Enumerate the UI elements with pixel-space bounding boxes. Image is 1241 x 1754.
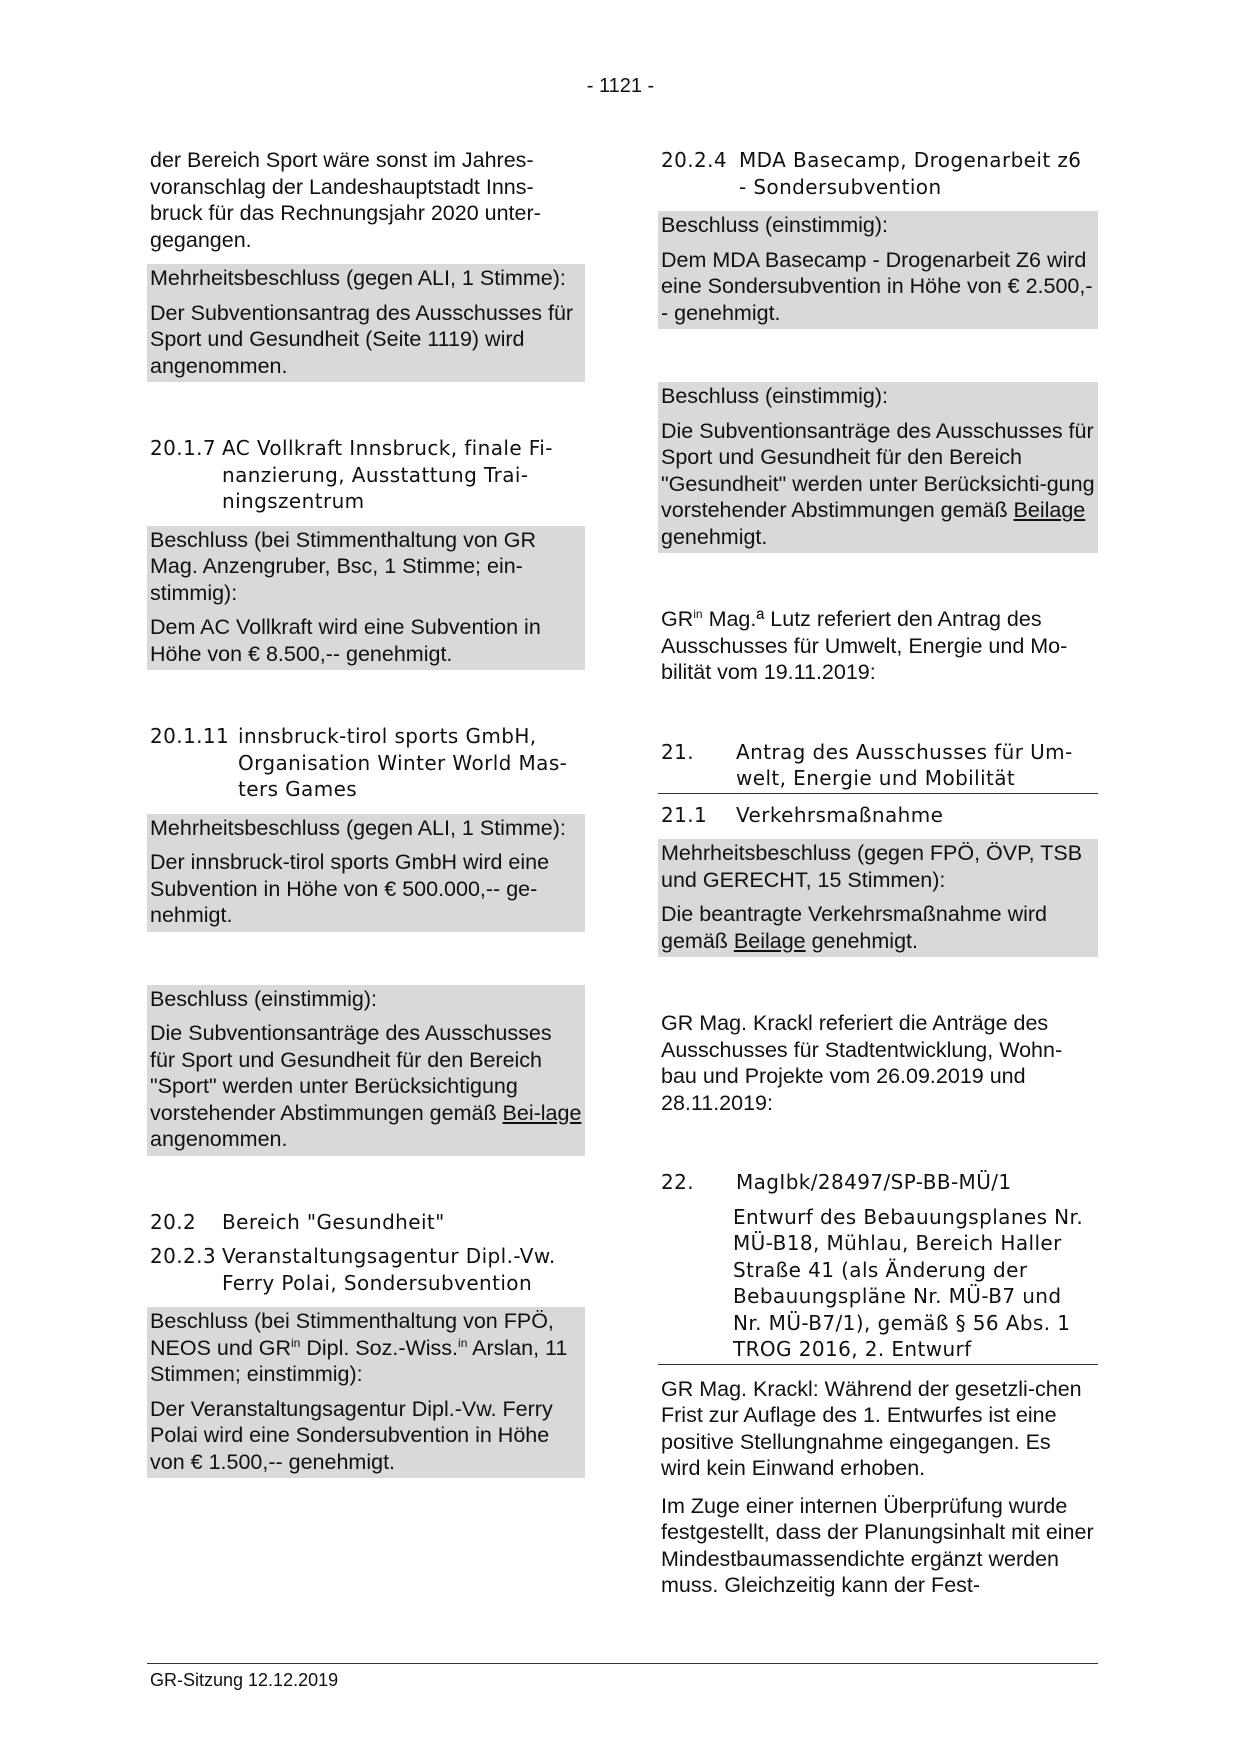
resolution-title-part: Arslan, 11 Stimmen; einstimmig): (150, 1335, 568, 1386)
resolution-box-ac-vollkraft (147, 526, 585, 671)
resolution-text: Der Veranstaltungsagentur Dipl.-Vw. Ferry Polai wird eine Sondersubvention in Höhe von € 1.500,-- genehmigt. (150, 1396, 553, 1474)
resolution-text (661, 418, 1095, 551)
section-heading-22 (658, 1169, 1098, 1196)
resolution-text-part: genehmigt. (661, 524, 768, 549)
section-title: AC Vollkraft Innsbruck, finale Fi-nanzierung, Ausstattung Trai-ningszentrum (222, 436, 553, 513)
section-heading-21-1 (658, 802, 1098, 829)
intro-paragraph: der Bereich Sport wäre sonst im Jahres-voranschlag der Landeshauptstadt Inns-bruck für das Rechnungsjahr 2020 unter-gegangen. (150, 148, 541, 252)
section-heading-20-1-11 (147, 723, 585, 803)
statement-paragraph: GR Mag. Krackl: Während der gesetzli-chen Frist zur Auflage des 1. Entwurfes ist eine positive Stellungnahme eingegangen. Es wird kein Einwand erhoben. (661, 1376, 1082, 1480)
resolution-text (661, 901, 1095, 954)
section-number: 21. (661, 739, 695, 764)
resolution-text: Der innsbruck-tirol sports GmbH wird eine Subvention in Höhe von € 500.000,-- ge-nehmigt. (150, 850, 550, 927)
resolution-text: Dem AC Vollkraft wird eine Subvention in Höhe von € 8.500,-- genehmigt. (150, 615, 541, 666)
resolution-text-part: Die Subventionsanträge des Ausschusses für Sport und Gesundheit für den Bereich "Sport" werden unter Berücksichtigung vorstehender Abstimmungen gemäß (150, 1021, 552, 1125)
beilage-link[interactable]: Bei-lage (502, 1100, 582, 1125)
resolution-title-part: Dipl. Soz.-Wiss. (300, 1335, 459, 1360)
section-number: 22. (661, 1170, 695, 1194)
resolution-title (150, 1308, 582, 1388)
resolution-text: Der Subventionsantrag des Ausschusses für Sport und Gesundheit (Seite 1119) wird angenommen. (150, 300, 574, 378)
resolution-text-part: angenommen. (150, 1127, 288, 1151)
resolution-text-part: Die beantragte Verkehrsmaßnahme wird gemäß (661, 902, 1047, 953)
resolution-box-mda-basecamp (658, 211, 1098, 329)
page-number: - 1121 - (586, 75, 655, 97)
section-heading-20-2-3 (147, 1243, 585, 1296)
superscript: in (291, 1335, 301, 1350)
section-heading-20-1-7 (147, 435, 585, 515)
section-number: 20.2 (150, 1209, 197, 1234)
resolution-title: Beschluss (einstimmig): (661, 213, 888, 237)
section-title: Verkehrsmaßnahme (736, 802, 944, 827)
section-subtitle-22: Entwurf des Bebauungsplanes Nr. MÜ-B18, Mühlau, Bereich Haller Straße 41 (als Änderung der Bebauungspläne Nr. MÜ-B7 und Nr. MÜ-B7/1), gemäß § 56 Abs. 1 TROG 2016, 2. Entwurf (658, 1204, 1098, 1365)
referral-text-part: GR (661, 607, 694, 631)
right-column (658, 147, 1098, 1599)
resolution-box-sport-general (147, 264, 585, 382)
resolution-box-sport-overall (147, 985, 585, 1156)
resolution-text: Dem MDA Basecamp - Drogenarbeit Z6 wird eine Sondersubvention in Höhe von € 2.500,-- genehmigt. (661, 247, 1093, 325)
section-title: Antrag des Ausschusses für Um-welt, Energie und Mobilität (736, 739, 1073, 790)
resolution-title: Beschluss (einstimmig): (150, 986, 377, 1011)
resolution-title: Beschluss (bei Stimmenthaltung von GR Mag. Anzengruber, Bsc, 1 Stimme; ein-stimmig): (150, 527, 536, 605)
resolution-text-part: Die Subventionsanträge des Ausschusses für Sport und Gesundheit für den Bereich "Gesundheit" werden unter Berücksichti-gung vorstehender Abstimmungen gemäß (661, 418, 1095, 522)
beilage-link[interactable]: Beilage (733, 928, 806, 953)
page-footer: GR-Sitzung 12.12.2019 (147, 1663, 1098, 1694)
section-number: 20.1.11 (150, 724, 230, 748)
resolution-box-gesundheit-overall (658, 382, 1098, 553)
section-title: MDA Basecamp, Drogenarbeit z6 - Sondersubvention (739, 148, 1082, 199)
resolution-text (150, 1020, 582, 1153)
resolution-box-innsbruck-tirol-sports (147, 814, 585, 932)
section-title: Bereich "Gesundheit" (222, 1209, 445, 1234)
section-heading-20-2 (147, 1209, 585, 1236)
resolution-title: Mehrheitsbeschluss (gegen ALI, 1 Stimme): (150, 815, 566, 840)
section-number: 20.2.4 (661, 148, 728, 172)
referral-paragraph-lutz (658, 606, 1098, 686)
resolution-title: Mehrheitsbeschluss (gegen ALI, 1 Stimme): (150, 266, 566, 290)
section-title: Veranstaltungsagentur Dipl.-Vw. Ferry Polai, Sondersubvention (222, 1244, 556, 1295)
resolution-box-veranstaltungsagentur (147, 1307, 585, 1478)
section-title: innsbruck-tirol sports GmbH, Organisation Winter World Mas-ters Games (238, 724, 568, 801)
referral-text-part: Mag.ª Lutz referiert den Antrag des Ausschusses für Umwelt, Energie und Mo-bilität vom 19.11.2019: (661, 607, 1068, 684)
section-title: MagIbk/28497/SP-BB-MÜ/1 (736, 1170, 1012, 1194)
section-number: 21.1 (661, 802, 708, 827)
section-heading-20-2-4 (658, 147, 1098, 200)
superscript: in (693, 606, 703, 621)
section-number: 20.2.3 (150, 1244, 217, 1268)
section-number: 20.1.7 (150, 436, 217, 460)
superscript: in (458, 1335, 468, 1350)
statement-paragraph: Im Zuge einer internen Überprüfung wurde festgestellt, dass der Planungsinhalt mit einer Mindestbaumassendichte ergänzt werden muss. Gleichzeitig kann der Fest- (661, 1493, 1094, 1597)
resolution-title-part: Beschluss (bei Stimmenthaltung von FPÖ, NEOS und GR (150, 1309, 554, 1360)
resolution-box-verkehrsmassnahme (658, 839, 1098, 957)
resolution-title: Mehrheitsbeschluss (gegen FPÖ, ÖVP, TSB und GERECHT, 15 Stimmen): (661, 841, 1083, 892)
resolution-title: Beschluss (einstimmig): (661, 384, 888, 408)
beilage-link[interactable]: Beilage (1013, 498, 1086, 522)
referral-paragraph-krackl: GR Mag. Krackl referiert die Anträge des Ausschusses für Stadtentwicklung, Wohn-bau und Projekte vom 26.09.2019 und 28.11.2019: (661, 1011, 1063, 1115)
section-heading-21 (658, 739, 1098, 794)
left-column (147, 147, 585, 1478)
resolution-text-part: genehmigt. (805, 928, 918, 953)
